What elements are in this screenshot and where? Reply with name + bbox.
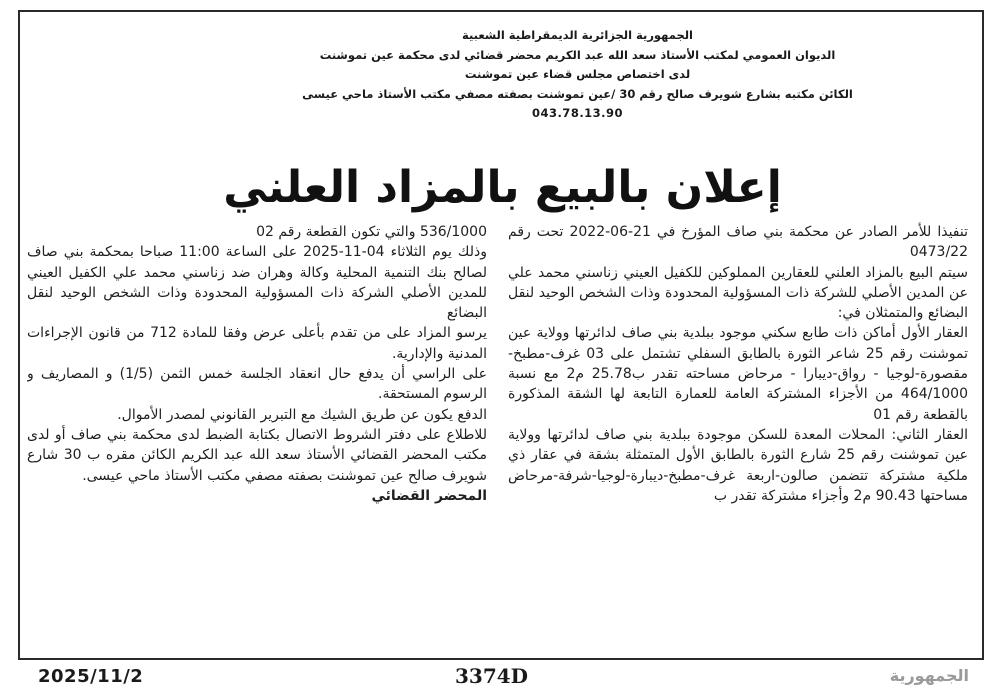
header-phone: 043.78.13.90 [531,106,624,120]
paragraph: يرسو المزاد على من تقدم بأعلى عرض وفقا للمادة 712 من قانون الإجراءات المدنية والإدارية. [27,325,487,362]
paragraph: على الراسي أن يدفع حال انعقاد الجلسة خمس الثمن (1/5) و المصاريف و الرسوم المستحقة. [27,366,487,403]
header-address: الكائن مكتبه بشارع شويرف صالح رقم 30 /عين تموشنت بصفته مصفي مكتب الأستاذ ماحي عيسى [302,86,853,101]
footer-rule [18,658,984,660]
notice-title: إعلان بالبيع بالمزاد العلني [223,162,782,213]
paragraph: العقار الثاني: المحلات المعدة للسكن موجودة ببلدية بني صاف لدائرتها وولاية عين تموشنت رقم 25 شارع الثورة بالطابق الأول المتمثلة بشقة في عقار ذي ملكية مشتركة تتضمن صالون-اربعة غرف-مطبخ-ديبارة-لوجيا-شرفة-مرحاض مساحتها 90.43 م2 وأجزاء مشتركة تقدر ب [508,426,968,504]
header-republic: الجمهورية الجزائرية الديمقراطية الشعبية [461,28,693,42]
header-office: الديوان العمومي لمكتب الأستاذ سعد الله عبد الكريم محضر قضائي لدى محكمة عين تموشنت [319,47,836,62]
paragraph: 536/1000 والتي تكون القطعة رقم 02 [256,224,487,240]
paragraph: وذلك يوم الثلاثاء 04-11-2025 على الساعة 11:00 صباحا بمحكمة بني صاف لصالح بنك التنمية المحلية وكالة وهران ضد زناسني محمد علي الكفيل العيني للمدين الأصلي الشركة ذات المسؤولية المحدودة وذات الشخص الوحيد لنقل البضائع [27,244,487,322]
issue-date: 2025/11/2 [38,666,144,687]
header-jurisdiction: لدى اختصاص مجلس قضاء عين تموشنت [464,67,691,81]
paragraph: للاطلاع على دفتر الشروط الاتصال بكتابة الضبط لدى محكمة بني صاف أو لدى مكتب المحضر القضائي الأستاذ سعد الله عبد الكريم الكائن مقره ب 30 شارع شويرف صالح عين تموشنت بصفته مصفي مكتب الأستاذ ماحي عيسى. [27,426,487,484]
paragraph: تنفيذا للأمر الصادر عن محكمة بني صاف المؤرخ في 21-06-2022 تحت رقم 0473/22 [508,224,968,261]
ad-code: 3374D [455,664,529,688]
left-column [27,222,487,654]
signature: المحضر القضائي [371,487,487,504]
page-footer [0,658,1005,697]
newspaper-logo: الجمهورية [889,666,969,685]
paragraph: العقار الأول أماكن ذات طابع سكني موجود ببلدية بني صاف لدائرتها وولاية عين تموشنت رقم 25 شاعر الثورة بالطابق السفلي تشتمل على 03 غرف-مطبخ-مقصورة-لوجيا - رواق-ديبارا - مرحاض مساحته تقدر ب25.78 م2 مع نسبة 464/1000 من الأجزاء المشتركة العامة للعمارة التابعة لها الشقة المذكورة بالقطعة رقم 01 [508,325,968,423]
notice-header [180,26,975,124]
paragraph: الدفع يكون عن طريق الشيك مع التبرير القانوني لمصدر الأموال. [117,406,487,423]
paragraph: سيتم البيع بالمزاد العلني للعقارين المملوكين للكفيل العيني زناسني محمد علي عن المدين الأصلي للشركة ذات المسؤولية المحدودة وذات الشخص الوحيد لنقل البضائع والمتمثلان في: [508,264,968,322]
right-column [508,222,968,654]
